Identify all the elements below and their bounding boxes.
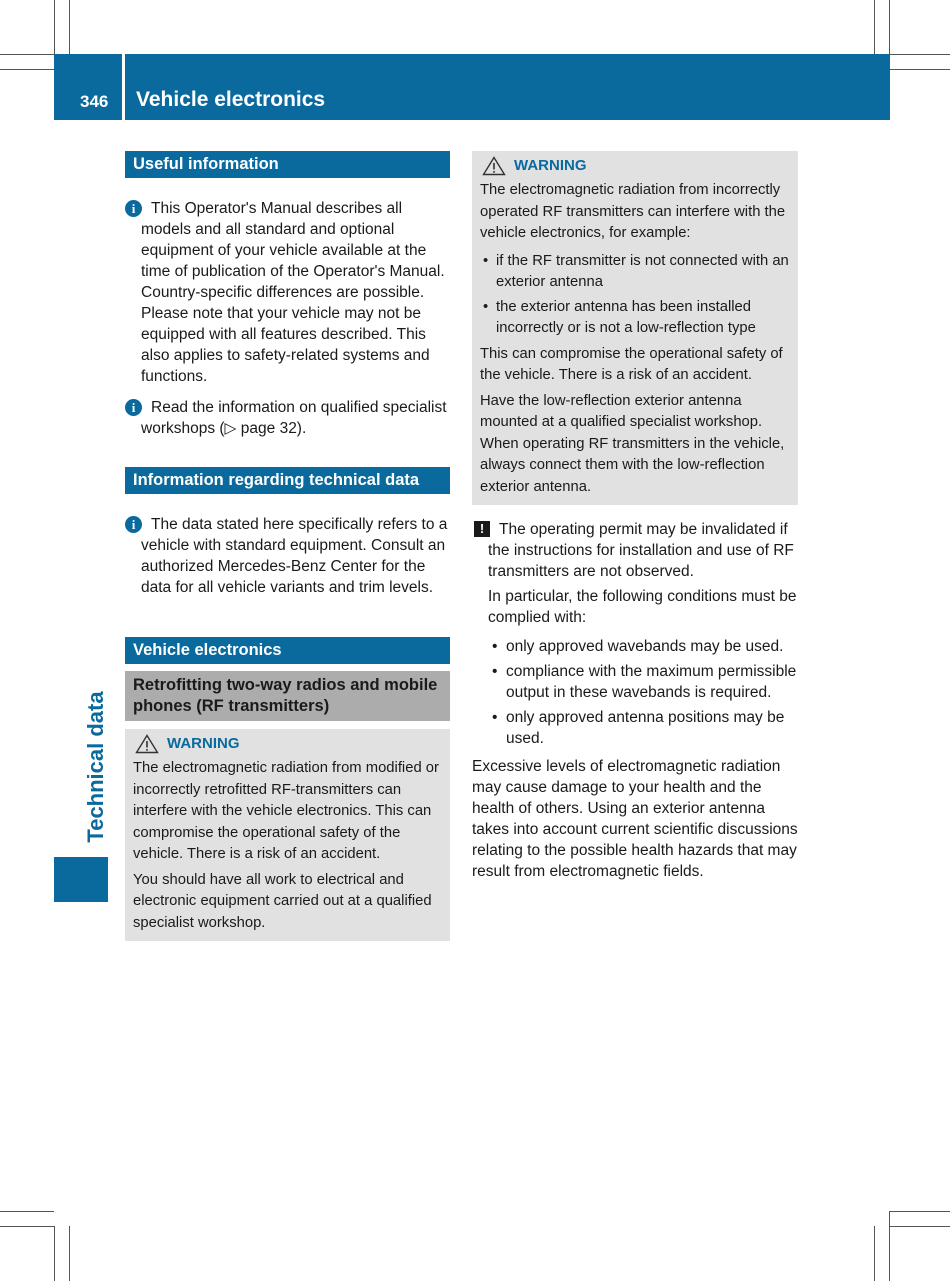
crop-mark [889,0,890,54]
crop-mark [889,1211,890,1281]
bullet-dot: • [492,663,498,680]
page-number: 346 [80,92,109,111]
exclamation-icon: ! [474,521,490,537]
bullet-dot: • [483,298,489,315]
warning-triangle-icon [135,734,159,754]
caution-note-text: The operating permit may be invalidated if the instructions for installation and use of RF transmitters are not observed. [488,521,794,580]
warning-bullet-text: the exterior antenna has been installed incorrectly or is not a low-reflection type [496,298,756,336]
right-column [472,151,798,882]
info-icon: i [125,516,142,533]
info-note [125,198,450,387]
crop-mark [874,1226,875,1281]
condition-bullet [472,707,798,749]
info-note [125,514,450,598]
side-tab-label: Technical data [83,691,108,843]
info-icon: i [125,399,142,416]
crop-mark [890,1226,950,1227]
crop-mark [874,0,875,54]
subsection-heading-retrofitting: Retrofitting two-way radios and mobile phones (RF transmitters) [125,671,450,721]
warning-paragraph: Have the low-reflection exterior antenna mounted at a qualified specialist workshop. When operating RF transmitters in the vehicle, always connect them with the low-reflection exterior antenna. [480,392,785,495]
condition-bullet [472,661,798,703]
bullet-dot: • [483,252,489,269]
condition-bullet-text: only approved antenna positions may be used. [506,709,785,747]
crop-mark [890,1211,950,1212]
crop-mark [0,1211,54,1212]
caution-note-sub: In particular, the following conditions must be complied with: [488,588,797,626]
crop-mark [0,54,54,55]
warning-label: WARNING [167,735,240,752]
crop-mark [0,1226,54,1227]
warning-box [472,151,798,505]
condition-bullet [472,636,798,657]
side-tab-marker [54,857,108,902]
crop-mark [69,1226,70,1281]
caution-note [472,519,798,628]
crop-mark [890,69,950,70]
condition-bullet-text: compliance with the maximum permissible output in these wavebands is required. [506,663,797,701]
crop-mark [54,0,55,54]
condition-bullet-text: only approved wavebands may be used. [506,638,784,655]
warning-bullet-text: if the RF transmitter is not connected with an exterior antenna [496,252,789,290]
warning-title [480,156,790,176]
closing-paragraph: Excessive levels of electromagnetic radiation may cause damage to your health and the health of others. Using an exterior antenna takes into account current scientific discussions relating to the possible health hazards that may result from electromagnetic fields. [472,758,798,880]
section-heading-useful-information: Useful information [125,151,450,178]
warning-label: WARNING [514,157,587,174]
info-note-text: Read the information on qualified specialist workshops (▷ page 32). [141,399,447,437]
warning-paragraph: This can compromise the operational safety of the vehicle. There is a risk of an accident. [480,345,783,383]
crop-mark [54,1226,55,1281]
warning-triangle-icon [482,156,506,176]
section-heading-vehicle-electronics: Vehicle electronics [125,637,450,664]
page-title: Vehicle electronics [136,88,326,111]
bullet-dot: • [492,709,498,726]
section-heading-technical-data: Information regarding technical data [125,467,450,494]
header-divider [122,54,125,120]
warning-title [133,734,442,754]
info-note-text: This Operator's Manual describes all models and all standard and optional equipment of your vehicle available at the time of publication of the Operator's Manual. Country-specific differences are possible. Please note that your vehicle may not be equipped with all features described. This also applies to safety-related systems and functions. [141,200,445,385]
warning-intro: The electromagnetic radiation from incorrectly operated RF transmitters can interfere with the vehicle electronics, for example: [480,182,786,241]
info-note-text: The data stated here specifically refers to a vehicle with standard equipment. Consult an authorized Mercedes-Benz Center for the data for all vehicle variants and trim levels. [141,516,448,596]
warning-bullet [480,297,790,340]
warning-paragraph: You should have all work to electrical and electronic equipment carried out at a qualified specialist workshop. [133,871,432,931]
warning-box [125,729,450,941]
crop-mark [890,54,950,55]
warning-bullet [480,251,790,294]
left-column [125,151,450,941]
crop-mark [69,0,70,54]
bullet-dot: • [492,638,498,655]
info-icon: i [125,200,142,217]
crop-mark [0,69,54,70]
info-note [125,397,450,439]
warning-paragraph: The electromagnetic radiation from modified or incorrectly retrofitted RF-transmitters can interfere with the vehicle electronics. This can compromise the operational safety of the vehicle. There is a risk of an accident. [133,760,439,862]
